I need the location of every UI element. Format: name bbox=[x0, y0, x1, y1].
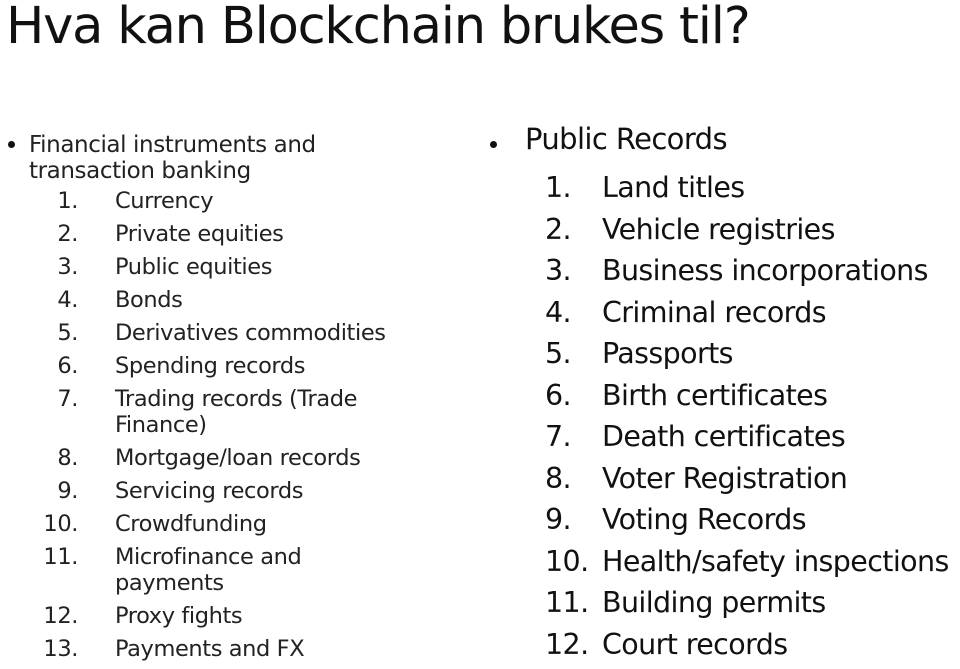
item-text: Voter Registration bbox=[602, 461, 848, 495]
item-number: 3. bbox=[545, 254, 571, 287]
item-text: Criminal records bbox=[602, 295, 827, 329]
list-item bbox=[0, 320, 470, 346]
item-text: Crowdfunding bbox=[115, 511, 267, 537]
list-item bbox=[470, 209, 960, 251]
bullet-icon bbox=[490, 141, 497, 148]
list-item bbox=[470, 582, 960, 624]
item-number: 9. bbox=[57, 478, 78, 504]
item-text: Private equities bbox=[115, 221, 284, 247]
public-records-list bbox=[470, 167, 960, 665]
list-item bbox=[470, 458, 960, 500]
item-text: Trading records (Trade Finance) bbox=[115, 386, 358, 438]
list-item bbox=[0, 445, 470, 471]
item-number: 10. bbox=[545, 544, 589, 578]
item-number: 10. bbox=[43, 511, 78, 537]
item-number: 1. bbox=[57, 188, 78, 214]
item-number: 12. bbox=[545, 627, 589, 661]
list-item bbox=[470, 333, 960, 375]
item-text: Spending records bbox=[115, 353, 306, 379]
left-heading: Financial instruments and transaction banking bbox=[29, 132, 316, 184]
item-text: Death certificates bbox=[602, 420, 846, 453]
item-number: 13. bbox=[43, 636, 78, 662]
item-text: Mortgage/loan records bbox=[115, 445, 361, 471]
item-text: Vehicle registries bbox=[602, 212, 835, 246]
item-text: Voting Records bbox=[602, 503, 806, 536]
list-item bbox=[470, 416, 960, 458]
item-text: Microfinance and payments bbox=[115, 544, 302, 596]
list-item bbox=[470, 624, 960, 666]
list-item bbox=[0, 603, 470, 629]
item-text: Court records bbox=[602, 627, 788, 661]
item-text: Bonds bbox=[115, 287, 183, 313]
item-number: 11. bbox=[43, 544, 78, 570]
item-number: 4. bbox=[545, 295, 571, 329]
list-item bbox=[470, 541, 960, 583]
slide-title: Hva kan Blockchain brukes til? bbox=[6, 0, 750, 56]
item-number: 9. bbox=[545, 503, 571, 536]
item-text: Public equities bbox=[115, 254, 273, 280]
item-number: 8. bbox=[545, 461, 571, 495]
list-item bbox=[0, 287, 470, 313]
item-text: Building permits bbox=[602, 586, 826, 619]
item-text: Payments and FX bbox=[115, 636, 305, 662]
item-text: Servicing records bbox=[115, 478, 304, 504]
item-number: 3. bbox=[57, 254, 78, 280]
item-text: Business incorporations bbox=[602, 254, 928, 287]
list-item bbox=[470, 292, 960, 334]
list-item bbox=[0, 478, 470, 504]
list-item bbox=[0, 636, 470, 662]
list-item bbox=[0, 353, 470, 379]
item-number: 8. bbox=[57, 445, 78, 471]
item-number: 4. bbox=[57, 287, 78, 313]
item-number: 11. bbox=[545, 586, 589, 619]
item-text: Land titles bbox=[602, 171, 745, 204]
item-number: 7. bbox=[545, 420, 571, 453]
item-text: Health/safety inspections bbox=[602, 544, 949, 578]
list-item bbox=[0, 544, 470, 596]
list-item bbox=[470, 250, 960, 292]
financial-instruments-list bbox=[0, 188, 470, 669]
bullet-icon bbox=[8, 141, 15, 148]
item-text: Birth certificates bbox=[602, 378, 828, 412]
list-item bbox=[0, 188, 470, 214]
item-number: 5. bbox=[545, 337, 571, 370]
item-number: 7. bbox=[57, 386, 78, 412]
list-item bbox=[470, 167, 960, 209]
list-item bbox=[470, 375, 960, 417]
item-text: Derivatives commodities bbox=[115, 320, 386, 346]
item-text: Currency bbox=[115, 188, 214, 214]
item-number: 1. bbox=[545, 171, 571, 204]
list-item bbox=[0, 511, 470, 537]
item-number: 2. bbox=[57, 221, 78, 247]
list-item bbox=[470, 499, 960, 541]
item-number: 12. bbox=[43, 603, 78, 629]
item-number: 5. bbox=[57, 320, 78, 346]
list-item bbox=[0, 386, 470, 438]
list-item bbox=[0, 254, 470, 280]
item-number: 6. bbox=[545, 378, 571, 412]
list-item bbox=[0, 221, 470, 247]
item-text: Passports bbox=[602, 337, 733, 370]
item-number: 6. bbox=[57, 353, 78, 379]
item-number: 2. bbox=[545, 212, 571, 246]
right-heading: Public Records bbox=[525, 122, 727, 156]
item-text: Proxy fights bbox=[115, 603, 243, 629]
